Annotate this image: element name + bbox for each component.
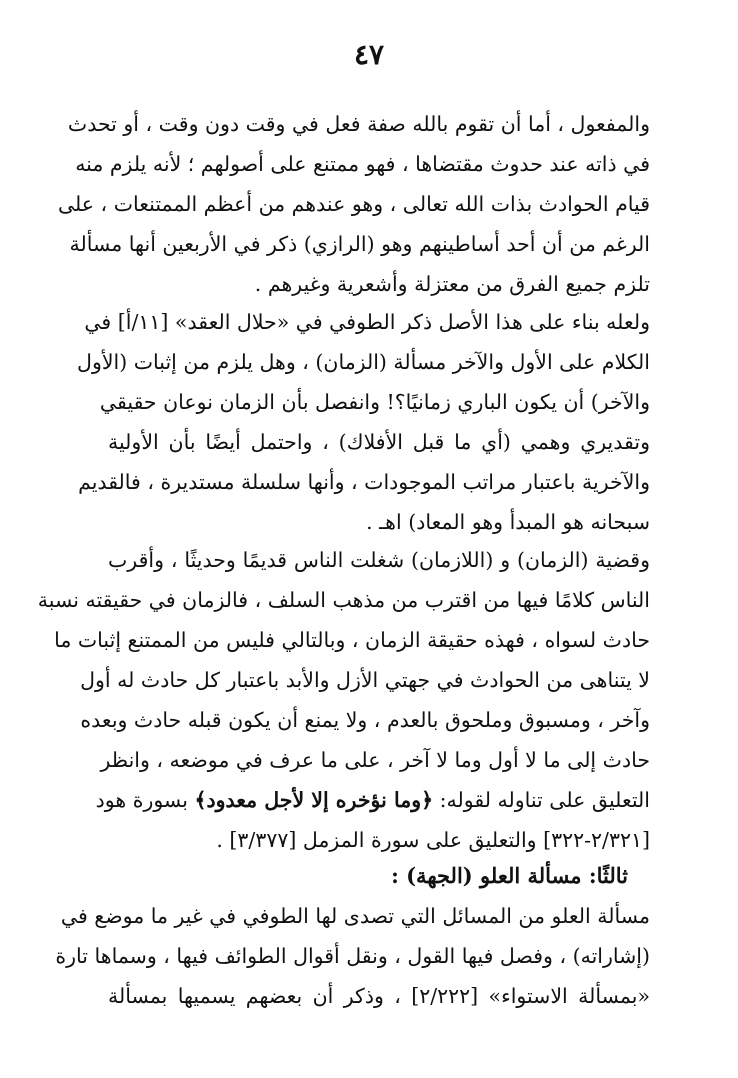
quran-verse: ﴿وما نؤخره إلا لأجل معدود﴾ bbox=[194, 788, 434, 812]
text-line: لا يتناهى من الحوادث في جهتي الأزل والأبد باعتبار كل حادث له أول bbox=[80, 668, 650, 692]
paragraph-4 bbox=[55, 896, 650, 1016]
text-line: وقضية (الزمان) و (اللازمان) شغلت الناس قديمًا وحديثًا ، وأقرب bbox=[108, 548, 650, 572]
text-line: ولعله بناء على هذا الأصل ذكر الطوفي في «حلال العقد» [١١/أ] في bbox=[84, 310, 650, 334]
text-segment: بسورة هود bbox=[95, 788, 195, 812]
text-segment: التعليق على تناوله لقوله: bbox=[433, 788, 650, 812]
text-line-with-quran-verse bbox=[95, 780, 650, 820]
text-line: في ذاته عند حدوث مقتضاها ، فهو ممتنع على أصولهم ؛ لأنه يلزم منه bbox=[75, 152, 650, 176]
text-line: [٢/٣٢١-٣٢٢] والتعليق على سورة المزمل [٣/٣٧٧] . bbox=[216, 828, 650, 852]
text-line: الكلام على الأول والآخر مسألة (الزمان) ، وهل يلزم من إثبات (الأول bbox=[77, 350, 650, 374]
text-line: قيام الحوادث بذات الله تعالى ، وهو عندهم من أعظم الممتنعات ، على bbox=[57, 192, 650, 216]
text-line: حادث إلى ما لا أول وما لا آخر ، على ما عرف في موضعه ، وانظر bbox=[100, 748, 650, 772]
paragraph-3 bbox=[37, 540, 650, 860]
text-line: وتقديري وهمي (أي ما قبل الأفلاك) ، واحتمل أيضًا بأن الأولية bbox=[108, 430, 650, 454]
text-line: الناس كلامًا فيها من اقترب من مذهب السلف ، فالزمان في حقيقته نسبة bbox=[37, 588, 650, 612]
paragraph-2 bbox=[77, 302, 650, 542]
text-line: تلزم جميع الفرق من معتزلة وأشعرية وغيرهم . bbox=[254, 272, 650, 296]
page-number: ٤٧ bbox=[353, 38, 385, 71]
text-line: وآخر ، ومسبوق وملحوق بالعدم ، ولا يمنع أن يكون قبله حادث وبعده bbox=[80, 708, 650, 732]
text-line: الرغم من أن أحد أساطينهم وهو (الرازي) ذكر في الأربعين أنها مسألة bbox=[69, 232, 650, 256]
text-line: «بمسألة الاستواء» [٢/٢٢٢] ، وذكر أن بعضهم يسميها بمسألة bbox=[108, 984, 650, 1008]
section-heading-text: ثالثًا: مسألة العلو (الجهة) : bbox=[391, 863, 628, 888]
section-heading bbox=[108, 856, 650, 896]
text-line: والآخر) أن يكون الباري زمانيًا؟! وانفصل بأن الزمان نوعان حقيقي bbox=[99, 390, 650, 414]
text-line: سبحانه هو المبدأ وهو المعاد) اهـ . bbox=[366, 510, 650, 534]
text-line: حادث لسواه ، فهذه حقيقة الزمان ، وبالتالي فليس من الممتنع إثبات ما bbox=[54, 628, 650, 652]
text-line: والآخرية باعتبار مراتب الموجودات ، وأنها سلسلة مستديرة ، فالقديم bbox=[78, 470, 650, 494]
text-line: مسألة العلو من المسائل التي تصدى لها الطوفي في غير ما موضع في bbox=[60, 904, 650, 928]
text-line: (إشاراته) ، وفصل فيها القول ، ونقل أقوال الطوائف فيها ، وسماها تارة bbox=[55, 944, 650, 968]
text-line: والمفعول ، أما أن تقوم بالله صفة فعل في وقت دون وقت ، أو تحدث bbox=[67, 112, 650, 136]
paragraph-1 bbox=[57, 104, 650, 304]
